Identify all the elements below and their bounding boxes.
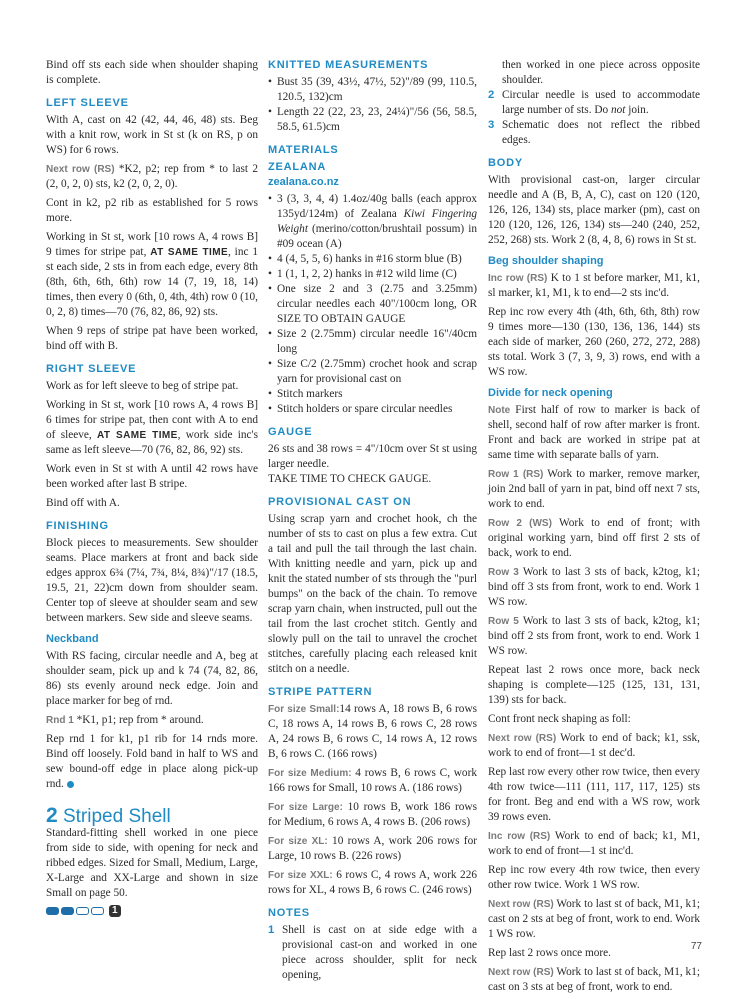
right-sleeve-heading: RIGHT SLEEVE [46, 363, 137, 375]
pattern-title [46, 804, 258, 827]
row-label: For size XXL: [268, 870, 333, 881]
finishing-heading: FINISHING [46, 520, 109, 532]
materials-heading: MATERIALS [268, 144, 339, 156]
row-label: Inc row (RS) [488, 831, 551, 842]
neck-row-2 [488, 516, 700, 561]
list-item: • Stitch markers [268, 387, 477, 402]
text-run: Rep rnd 1 for k1, p1 rib for 14 rnds more. Bind off loosely. Fold band in half to WS and sew bound-off edge in place along pick-up rnd. [46, 733, 258, 790]
note-text: join. [625, 104, 649, 116]
gauge-p1: 26 sts and 38 rows = 4"/10cm over St st using larger needle. [268, 443, 477, 470]
row-text: Work to end of back; k1, M1, work to end of front—1 st inc'd. [488, 830, 700, 857]
list-item: • Bust 35 (39, 43½, 47½, 52)"/89 (99, 110.5, 120.5, 132)cm [268, 75, 477, 105]
row-label: For size Small: [268, 704, 340, 715]
neck-cont: Cont front neck shaping as foll: [488, 713, 631, 725]
note-item-continued [488, 58, 700, 88]
note-text: then worked in one piece across opposite shoulder. [502, 59, 700, 86]
stripe-size-medium [268, 766, 477, 796]
row-label: For size Large: [268, 802, 343, 813]
end-dot-icon [67, 781, 74, 788]
provisional-p1: Using scrap yarn and crochet hook, ch the number of sts to cast on plus a few extra. Cut a tail and pull the tail through the last chain. With knitting needle and yarn, pick up and knit the stated number of sts through the "purl bumps" on the back of the chain. To remove scrap yarn chain, when instructed, pull out the tail from the last crochet stitch. Gently and slowly pull on the tail to unravel the crochet stitches, carefully placing each released knit stitch on a needle. [268, 513, 477, 675]
skill-badge: 1 [109, 905, 121, 917]
neckband-p1: With RS facing, circular needle and A, beg at shoulder seam, pick up and k 74 (74, 82, 86, 86) sts evenly around neck edge. Join and place marker for beg of rnd. [46, 650, 258, 707]
neck-repeat: Repeat last 2 rows once more, back neck shaping is complete—125 (125, 131, 131, 139) sts for back. [488, 664, 700, 706]
row-text: Work to end of front; with original working yarn, bind off first 2 sts of back, work to end. [488, 517, 700, 559]
shoulder-p2: Rep inc row every 4th (4th, 6th, 6th, 8th) row 9 times more—130 (130, 136, 136, 144) sts each side of marker, 260 (260, 272, 272, 288) sts total. Work 3 (7, 3, 9, 3) rows, end with a WS row. [488, 306, 700, 378]
skill-bar-icon [76, 907, 89, 915]
right-sleeve-p2 [46, 398, 258, 458]
list-item: • Size C/2 (2.75mm) crochet hook and scrap yarn for provisional cast on [268, 357, 477, 387]
neck-row-5 [488, 614, 700, 659]
stripe-size-large [268, 800, 477, 830]
body-p1: With provisional cast-on, larger circular needle and A (B, B, A, C), cast on 120 (120, 126, 126, 134) sts, place marker (pm), cast on 120 (120, 126, 126, 134) sts—240 (240, 252, 252, 268) sts. Work 2 (8, 4, 8, 6) rows in St st. [488, 174, 700, 246]
measurements-heading: KNITTED MEASUREMENTS [268, 59, 429, 71]
row-text: 10 rows A, work 206 rows for Large, 10 rows B. (226 rows) [268, 835, 477, 862]
row-label: Next row (RS) [46, 164, 115, 175]
note-text: Circular needle is used to accommodate large number of sts. Do [502, 89, 700, 116]
text-run: , inc 1 st each side, 2 sts in from each edge, every 8th (8th, 6th, 6th, 6th) row 14 (7, 19, 18, 14) times, then every 0 (6th, 0, 4th, 4th) row 0 (10, 0, 2, 8) times—70 (76, 82, 86, 92) sts. [46, 246, 258, 318]
neck-row-1 [488, 467, 700, 512]
skill-bar-icon [91, 907, 104, 915]
measurements-list [268, 75, 477, 135]
neck-repeat-4: Rep last 2 rows once more. [488, 947, 611, 959]
notes-list-continued [488, 58, 700, 148]
intro-text: Bind off sts each side when shoulder shaping is complete. [46, 59, 258, 86]
right-sleeve-p4: Bind off with A. [46, 497, 120, 509]
row-text: Work to marker, remove marker, join 2nd ball of yarn in pat, bind off next 7 sts, work to end. [488, 468, 700, 510]
text-run: Working in St st, work [10 rows A, 4 rows B] 9 times for stripe pat, [46, 231, 258, 258]
neck-next-row-3 [488, 965, 700, 995]
body-heading: BODY [488, 157, 523, 169]
provisional-heading: PROVISIONAL CAST ON [268, 496, 412, 508]
text-run: , work side inc's same as left sleeve—70 (76, 82, 86, 92) sts. [46, 429, 258, 456]
row-label: Row 1 (RS) [488, 469, 544, 480]
page-number: 77 [690, 941, 702, 952]
left-sleeve-heading: LEFT SLEEVE [46, 97, 129, 109]
row-label: Note [488, 405, 511, 416]
list-item: • One size 2 and 3 (2.75 and 3.25mm) circular needles each 40"/100cm long, OR SIZE TO OBTAIN GAUGE [268, 282, 477, 327]
row-label: Next row (RS) [488, 733, 557, 744]
row-label: Row 2 (WS) [488, 518, 552, 529]
finishing-p1: Block pieces to measurements. Sew shoulder seams. Place markers at front and back side edges approx 6¾ (7¼, 7¾, 8¼, 8¾)"/17 (18.5, 19.5, 21, 22)cm down from shoulder seam. Center top of sleeve at shoulder seam and sew between markers. Sew side and sleeve seams. [46, 537, 258, 624]
row-label: For size Medium: [268, 768, 352, 779]
row-text: 6 rows C, 4 rows A, work 226 rows for XL, 4 rows B, 6 rows C. (246 rows) [268, 869, 477, 896]
row-label: Row 5 [488, 616, 519, 627]
note-item [488, 118, 700, 148]
brand-website: zealana.co.nz [268, 176, 339, 188]
pattern-number: 2 [46, 804, 58, 827]
list-item: • Stitch holders or spare circular needles [268, 402, 477, 417]
row-text: Work to last st of back, M1, k1; cast on 3 sts at beg of front, work to end. [488, 966, 700, 993]
yarn-name: Kiwi Fingering Weight [277, 208, 477, 235]
list-item [268, 192, 477, 252]
list-item: • 4 (4, 5, 5, 6) hanks in #16 storm blue (B) [268, 252, 477, 267]
shoulder-p1 [488, 271, 700, 301]
column-3 [488, 58, 700, 999]
stripe-size-small [268, 702, 477, 762]
pattern-name: Striped Shell [62, 806, 171, 827]
neck-row-3 [488, 565, 700, 610]
row-text: Work to last 3 sts of back, k2tog, k1; bind off 2 sts from front, work to end. Work 1 WS row. [488, 615, 700, 657]
neckband-heading: Neckband [46, 633, 99, 645]
text-run: (merino/cotton/brushtail possum) in #09 ocean (A) [277, 223, 477, 250]
gauge-p2: TAKE TIME TO CHECK GAUGE. [268, 473, 432, 485]
row-label: Inc row (RS) [488, 273, 548, 284]
neck-heading: Divide for neck opening [488, 387, 613, 399]
row-label: Next row (RS) [488, 967, 554, 978]
stripe-heading: STRIPE PATTERN [268, 686, 373, 698]
skill-bar-icon [61, 907, 74, 915]
left-sleeve-p2 [46, 162, 258, 192]
pattern-description: Standard-fitting shell worked in one piece from side to side, with opening for neck and ribbed edges. Sized for Small, Medium, Large, X-Large and XX-Large and shown in size Small on page 50. [46, 827, 258, 899]
row-text: K to 1 st before marker, M1, k1, sl marker, k1, M1, k to end—2 sts inc'd. [488, 272, 700, 299]
row-text: 10 rows B, work 186 rows for Medium, 6 rows A, 4 rows B. (206 rows) [268, 801, 477, 828]
row-text: Work to last st of back, M1, k1; cast on 2 sts at beg of front, work to end. Work 1 WS row. [488, 898, 700, 940]
note-emphasis: not [610, 104, 626, 116]
emphasis-caps: AT SAME TIME [150, 247, 229, 258]
stripe-size-xl [268, 834, 477, 864]
text-run: Working in St st, work [10 rows A, 4 rows B] 6 times for stripe pat, then cont with A to end of sleeve, [46, 399, 258, 441]
brand-name: ZEALANA [268, 161, 327, 173]
row-text: *K2, p2; rep from * to last 2 (2, 0, 2, 0) sts, k2 (2, 0, 2, 0). [46, 163, 259, 190]
note-item [268, 923, 477, 983]
neckband-p2 [46, 713, 258, 728]
neck-note [488, 403, 700, 463]
row-label: Rnd 1 [46, 715, 74, 726]
row-label: Row 3 [488, 567, 519, 578]
note-item [488, 88, 700, 118]
row-text: Work to end of back; k1, ssk, work to end of front—1 st dec'd. [488, 732, 701, 759]
neck-inc-row [488, 829, 700, 859]
shoulder-heading: Beg shoulder shaping [488, 255, 604, 267]
column-1 [46, 58, 258, 917]
note-text: Shell is cast on at side edge with a provisional cast-on and worked in one piece across shoulder, split for neck opening, [282, 924, 477, 981]
row-text: *K1, p1; rep from * around. [73, 714, 204, 726]
text-run: 3 (3, 3, 4, 4) 1.4oz/40g balls (each approx 135yd/124m) of Zealana [277, 193, 477, 220]
neck-next-row [488, 731, 700, 761]
left-sleeve-p3: Cont in k2, p2 rib as established for 5 rows more. [46, 197, 258, 224]
note-text: Schematic does not reflect the ribbed edges. [502, 119, 700, 146]
neckband-p3 [46, 732, 258, 792]
left-sleeve-p5: When 9 reps of stripe pat have been worked, bind off with B. [46, 325, 258, 352]
right-sleeve-p1: Work as for left sleeve to beg of stripe pat. [46, 380, 239, 392]
row-text: First half of row to marker is back of shell, second half of row after marker is front. Front and back are worked in stripe pat at same time with separate balls of yarn. [488, 404, 700, 461]
emphasis-caps: AT SAME TIME [97, 430, 178, 441]
row-text: 14 rows A, 18 rows B, 6 rows C, 18 rows A, 14 rows B, 6 rows C, 28 rows A, 24 rows B, 6 rows C, 14 rows A, 12 rows B, 6 rows C. (166 rows) [268, 703, 477, 760]
stripe-size-xxl [268, 868, 477, 898]
row-label: For size XL: [268, 836, 328, 847]
right-sleeve-p3: Work even in St st with A until 42 rows have been worked after last B stripe. [46, 463, 258, 490]
gauge-heading: GAUGE [268, 426, 313, 438]
row-label: Next row (RS) [488, 899, 554, 910]
notes-heading: NOTES [268, 907, 310, 919]
column-2 [268, 58, 477, 983]
notes-list [268, 923, 477, 983]
skill-level-indicator [46, 905, 258, 917]
row-text: Work to last 3 sts of back, k2tog, k1; bind off 3 sts from front, work to end. Work 1 WS row. [488, 566, 700, 608]
left-sleeve-p4 [46, 230, 258, 320]
row-text: 4 rows B, 6 rows C, work 166 rows for Small, 10 rows A. (186 rows) [268, 767, 477, 794]
materials-list [268, 192, 477, 417]
neck-repeat-2: Rep last row every other row twice, then every 4th row twice—111 (111, 117, 117, 125) sts for front. Beg and end with a WS row, work 39 rows even. [488, 766, 700, 823]
left-sleeve-p1: With A, cast on 42 (42, 44, 46, 48) sts. Beg with a knit row, work in St st (k on RS, p on WS) for 6 rows. [46, 114, 258, 156]
skill-bar-icon [46, 907, 59, 915]
list-item: • Length 22 (22, 23, 23, 24¼)"/56 (56, 58.5, 58.5, 61.5)cm [268, 105, 477, 135]
list-item: • Size 2 (2.75mm) circular needle 16"/40cm long [268, 327, 477, 357]
neck-next-row-2 [488, 897, 700, 942]
list-item: • 1 (1, 1, 2, 2) hanks in #12 wild lime (C) [268, 267, 477, 282]
neck-repeat-3: Rep inc row every 4th row twice, then every other row twice. Work 1 WS row. [488, 864, 700, 891]
